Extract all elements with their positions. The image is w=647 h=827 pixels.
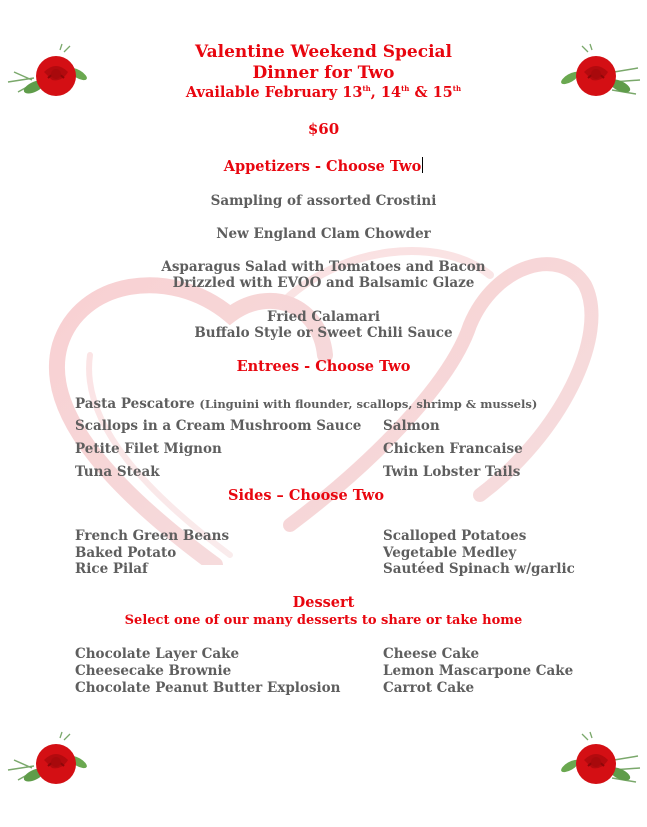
side-item: Rice Pilaf [75,561,148,577]
entree-item: Salmon [383,418,440,434]
entree-item: Petite Filet Mignon [75,441,222,457]
appetizer-item: Sampling of assorted Crostini [210,193,437,209]
rose-icon [552,730,644,808]
entree-item: Scallops in a Cream Mushroom Sauce [75,418,362,434]
menu-subtitle: Dinner for Two [252,63,395,83]
appetizer-item: Asparagus Salad with Tomatoes and Bacon [161,259,486,275]
side-item: Vegetable Medley [383,545,517,561]
dessert-item: Carrot Cake [383,680,475,696]
dessert-item: Chocolate Peanut Butter Explosion [75,680,341,696]
appetizer-item: New England Clam Chowder [216,226,431,242]
appetizers-heading: Appetizers - Choose Two [223,158,422,175]
dessert-item: Lemon Mascarpone Cake [383,663,574,679]
dessert-item: Chocolate Layer Cake [75,646,240,662]
entree-item: Pasta Pescatore (Linguini with flounder, scallops, shrimp & mussels) [75,396,538,412]
dessert-subheading: Select one of our many desserts to share or take home [124,613,523,628]
entrees-heading: Entrees - Choose Two [236,358,411,375]
price: $60 [307,120,340,138]
dessert-item: Cheesecake Brownie [75,663,232,679]
appetizer-item-detail: Buffalo Style or Sweet Chili Sauce [194,325,453,341]
dessert-item: Cheese Cake [383,646,480,662]
availability-dates: Available February 13th, 14th & 15th [185,84,462,101]
side-item: French Green Beans [75,528,230,544]
entree-item: Twin Lobster Tails [383,464,521,480]
side-item: Baked Potato [75,545,177,561]
entree-item: Chicken Francaise [383,441,523,457]
dessert-heading: Dessert [292,594,355,611]
menu-title: Valentine Weekend Special [194,42,453,62]
side-item: Sautéed Spinach w/garlic [383,561,575,577]
entree-item: Tuna Steak [75,464,160,480]
text-cursor [422,157,423,173]
side-item: Scalloped Potatoes [383,528,527,544]
appetizer-item: Fried Calamari [267,309,380,325]
appetizer-item-detail: Drizzled with EVOO and Balsamic Glaze [172,275,475,291]
rose-icon [4,730,96,808]
sides-heading: Sides – Choose Two [228,487,385,504]
